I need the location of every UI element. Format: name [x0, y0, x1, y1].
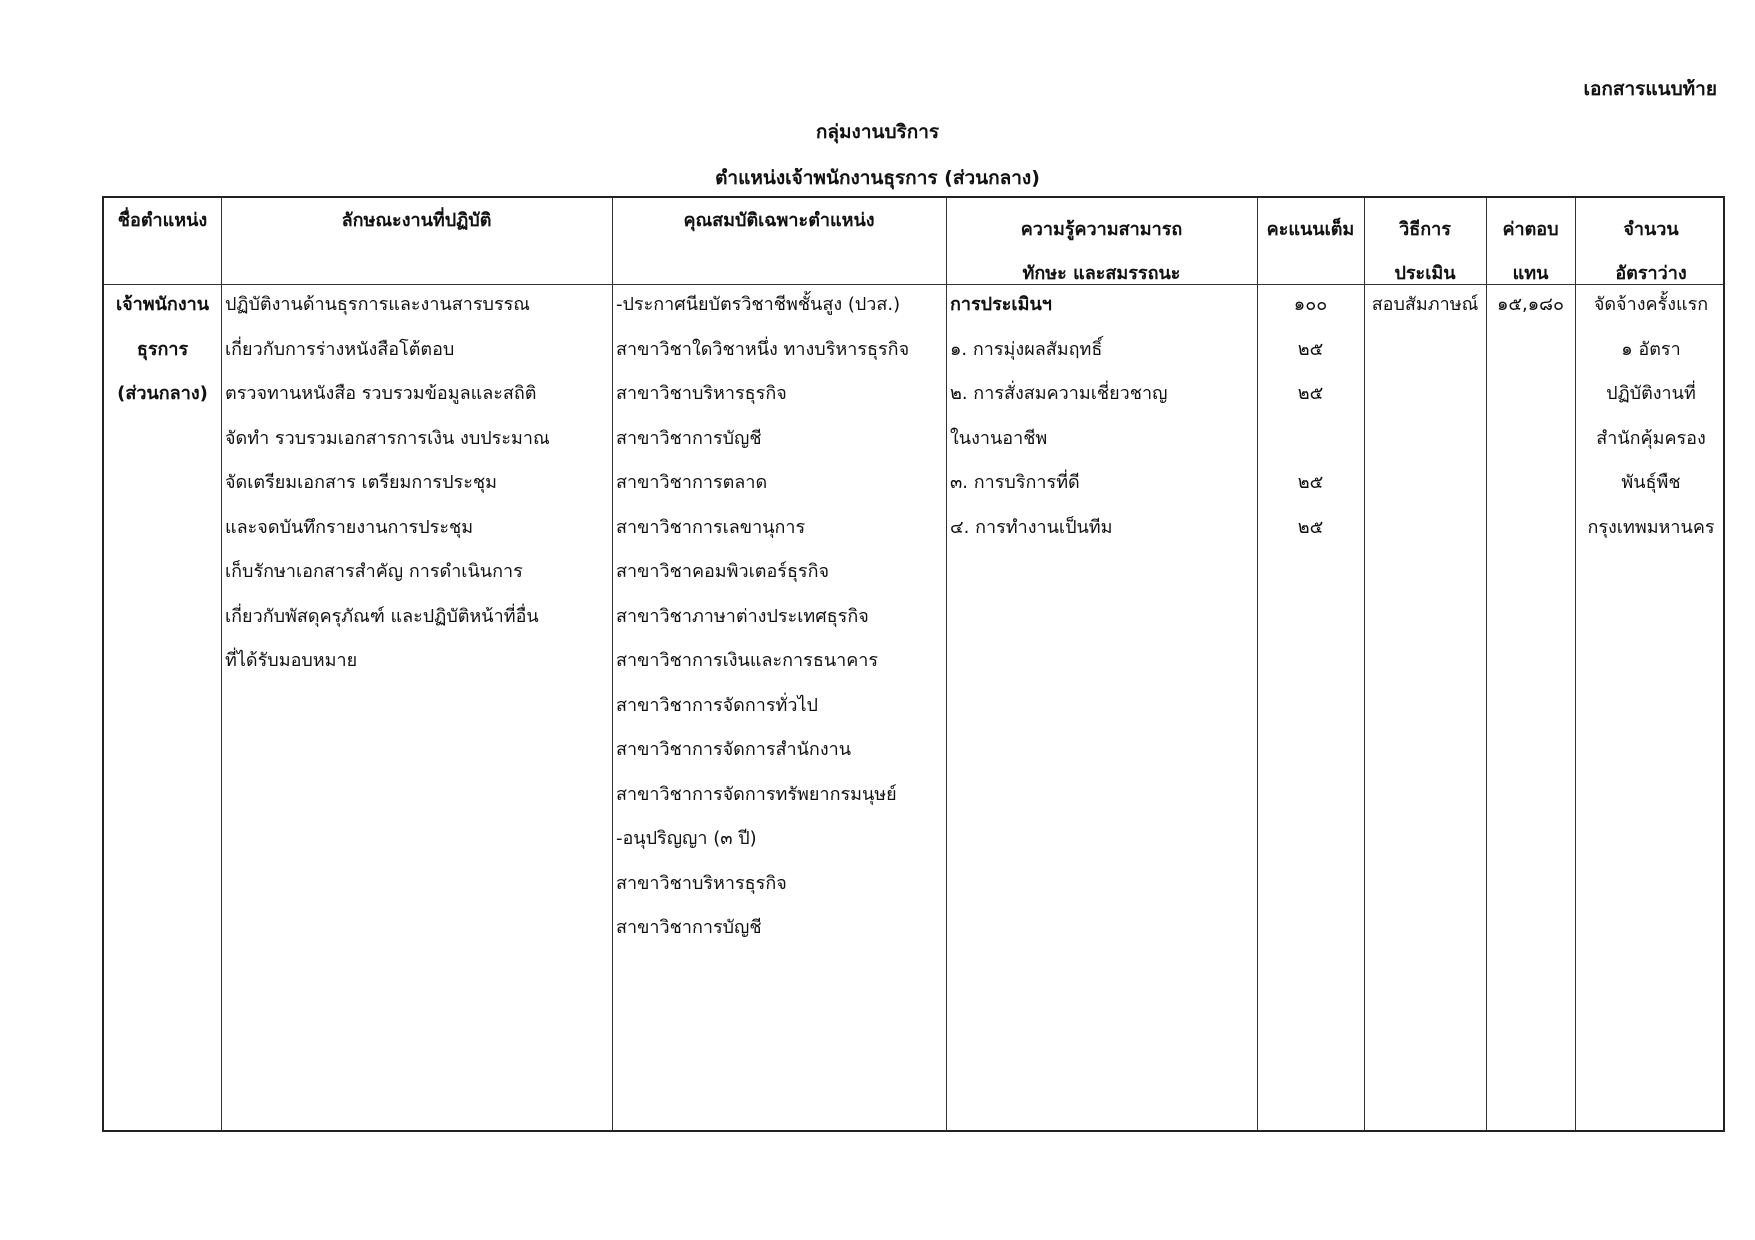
attachment-label: เอกสารแนบท้าย: [1583, 78, 1717, 100]
header-vacancies: จำนวน อัตราว่าง: [1615, 219, 1687, 284]
cell-full-score: ๑๐๐ ๒๕ ๒๕ ๒๕ ๒๕: [1293, 294, 1328, 538]
cell-job-description: ปฏิบัติงานด้านธุรการและงานสารบรรณ เกี่ยวกับการร่างหนังสือโต้ตอบ ตรวจทานหนังสือ รวบรวมข้อมูลและสถิติ จัดทำ รวบรวมเอกสารการเงิน งบประมาณ จัดเตรียมเอกสาร เตรียมการประชุม และจดบันทึกรายงานการประชุม เก็บรักษาเอกสารสำคัญ การดำเนินการ เกี่ยวกับพัสดุครุภัณฑ์ และปฏิบัติหน้าที่อื่น ที่ได้รับมอบหมาย: [225, 294, 550, 671]
position-title: ตำแหน่งเจ้าพนักงานธุรการ (ส่วนกลาง): [715, 167, 1040, 189]
column-divider: [1486, 198, 1487, 1130]
cell-qualifications: -ประกาศนียบัตรวิชาชีพชั้นสูง (ปวส.) สาขาวิชาใดวิชาหนึ่ง ทางบริหารธุรกิจ สาขาวิชาบริหารธุรกิจ สาขาวิชาการบัญชี สาขาวิชาการตลาด สาขาวิชาการเลขานุการ สาขาวิชาคอมพิวเตอร์ธุรกิจ สาขาวิชาภาษาต่างประเทศธุรกิจ สาขาวิชาการเงินและการธนาคาร สาขาวิชาการจัดการทั่วไป สาขาวิชาการจัดการสำนักงาน สาขาวิชาการจัดการทรัพยากรมนุษย์ -อนุปริญญา (๓ ปี) สาขาวิชาบริหารธุรกิจ สาขาวิชาการบัญชี: [616, 294, 910, 938]
position-table: [102, 196, 1725, 1132]
header-qualifications: คุณสมบัติเฉพาะตำแหน่ง: [683, 210, 875, 231]
header-position-name: ชื่อตำแหน่ง: [117, 210, 208, 231]
header-full-score: คะแนนเต็ม: [1266, 219, 1355, 240]
column-divider: [612, 198, 613, 1130]
cell-competency: การประเมินฯ ๑. การมุ่งผลสัมฤทธิ์ ๒. การสั่งสมความเชี่ยวชาญ ในงานอาชีพ ๓. การบริการที่ดี ๔. การทำงานเป็นทีม: [950, 294, 1168, 538]
header-compensation: ค่าตอบ แทน: [1502, 219, 1559, 284]
column-divider: [221, 198, 222, 1130]
column-divider: [1364, 198, 1365, 1130]
header-job-description: ลักษณะงานที่ปฏิบัติ: [341, 210, 492, 231]
header-method: วิธีการ ประเมิน: [1394, 219, 1456, 284]
header-competency: ความรู้ความสามารถ ทักษะ และสมรรถนะ: [1020, 219, 1183, 284]
column-divider: [946, 198, 947, 1130]
cell-vacancies: จัดจ้างครั้งแรก ๑ อัตรา ปฏิบัติงานที่ สำนักคุ้มครอง พันธุ์พืช กรุงเทพมหานคร: [1587, 294, 1715, 538]
cell-position-name: เจ้าพนักงาน ธุรการ (ส่วนกลาง): [115, 294, 210, 404]
cell-method: สอบสัมภาษณ์: [1371, 294, 1479, 315]
cell-compensation: ๑๕,๑๘๐: [1496, 294, 1565, 315]
group-title: กลุ่มงานบริการ: [815, 121, 940, 143]
